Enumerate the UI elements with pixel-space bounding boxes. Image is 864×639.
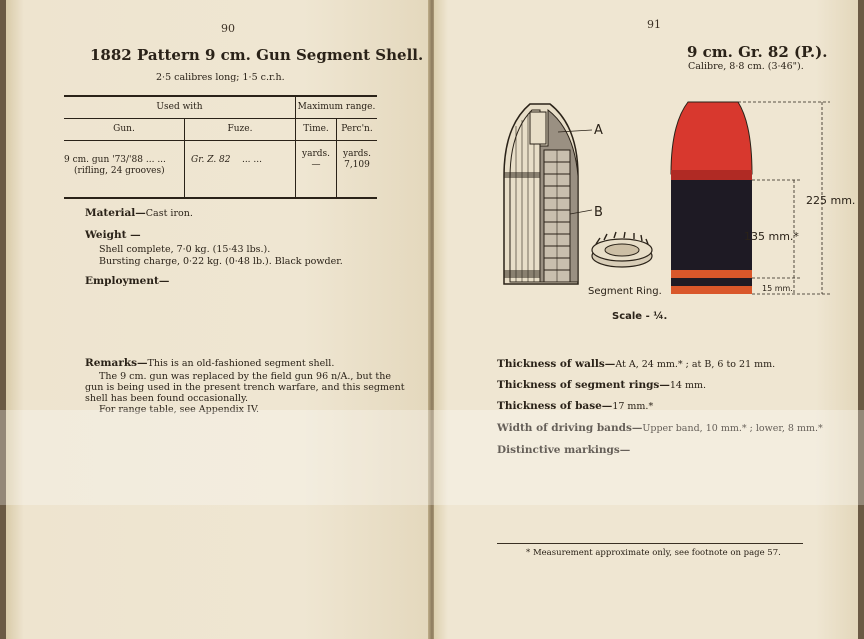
watermark-band (0, 410, 864, 505)
remarks-line-2: gun is being used in the present trench warfare, and this segment (85, 382, 405, 393)
time-value: — (311, 159, 321, 170)
page-title-left: 1882 Pattern 9 cm. Gun Segment Shell. (90, 46, 424, 64)
segment-ring-caption: Segment Ring. (588, 286, 662, 297)
base-label: Thickness of base— (497, 400, 613, 412)
footnote-rule (497, 543, 803, 544)
coloured-shell-exterior (671, 102, 752, 294)
remarks-line (85, 357, 334, 369)
weight-label: Weight — (85, 229, 141, 241)
time-unit: yards. (302, 148, 330, 159)
label-a: A (594, 123, 603, 138)
material-label: Material— (85, 207, 146, 219)
dimension-135mm: 135 mm.* (744, 230, 799, 243)
rings-value: 14 mm. (669, 380, 707, 391)
remarks-line-4: For range table, see Appendix IV. (99, 404, 260, 415)
time-cell (296, 140, 337, 198)
page-number-right: 91 (647, 18, 661, 31)
percn-column-header: Perc'n. (337, 118, 378, 140)
base-value: 17 mm.* (612, 401, 654, 412)
segment-ring-drawing (592, 232, 652, 267)
gun-leader-dots: ... (157, 154, 166, 165)
page-title-right: 9 cm. Gr. 82 (P.). (687, 43, 828, 61)
remarks-first-sentence: This is an old-fashioned segment shell. (147, 358, 335, 369)
percn-value: 7,109 (344, 159, 370, 170)
bands-value: Upper band, 10 mm.* ; lower, 8 mm.* (642, 423, 823, 434)
fuze-name: Gr. Z. 82 (191, 154, 231, 165)
rings-line (497, 379, 706, 391)
dimension-15mm: 15 mm. (762, 284, 793, 293)
sectioned-shell-drawing (504, 104, 592, 284)
range-table (64, 95, 377, 199)
shell-diagram (484, 96, 860, 328)
gun-name: 9 cm. gun '73/'88 ... (64, 154, 155, 165)
material-value: Cast iron. (145, 208, 193, 219)
shell-complete-weight: Shell complete, 7·0 kg. (15·43 lbs.). (99, 244, 271, 255)
remarks-label: Remarks— (85, 357, 148, 369)
fuze-column-header: Fuze. (185, 118, 296, 140)
material-line (85, 207, 193, 219)
time-column-header: Time. (296, 118, 337, 140)
percn-cell (337, 140, 378, 198)
shell-dimensions: 2·5 calibres long; 1·5 c.r.h. (156, 72, 285, 83)
markings-label: Distinctive markings— (497, 444, 631, 456)
label-b: B (594, 205, 603, 220)
calibre-line: Calibre, 8·8 cm. (3·46"). (688, 61, 804, 72)
gun-column-header: Gun. (64, 118, 185, 140)
used-with-header: Used with (64, 96, 296, 118)
fuze-leader-dots: ... ... (241, 154, 262, 165)
remarks-line-1: The 9 cm. gun was replaced by the field gun 96 n/A., but the (99, 371, 391, 382)
scale-caption: Scale - ¼. (612, 311, 668, 322)
walls-label: Thickness of walls— (497, 358, 616, 370)
gun-rifling: (rifling, 24 grooves) (74, 165, 165, 176)
dimension-225mm: 225 mm. (806, 194, 856, 207)
remarks-line-3: shell has been found occasionally. (85, 393, 249, 404)
employment-label: Employment— (85, 275, 170, 287)
gun-cell (64, 140, 185, 198)
rings-label: Thickness of segment rings— (497, 379, 670, 391)
max-range-header: Maximum range. (296, 96, 378, 118)
walls-value: At A, 24 mm.* ; at B, 6 to 21 mm. (615, 359, 776, 370)
footnote: * Measurement approximate only, see footnote on page 57. (526, 548, 781, 558)
bands-label: Width of driving bands— (497, 422, 643, 434)
fuze-cell (185, 140, 296, 198)
percn-unit: yards. (343, 148, 371, 159)
page-number-left: 90 (221, 22, 235, 35)
walls-line (497, 358, 775, 370)
bursting-charge-weight: Bursting charge, 0·22 kg. (0·48 lb.). Black powder. (99, 256, 343, 267)
